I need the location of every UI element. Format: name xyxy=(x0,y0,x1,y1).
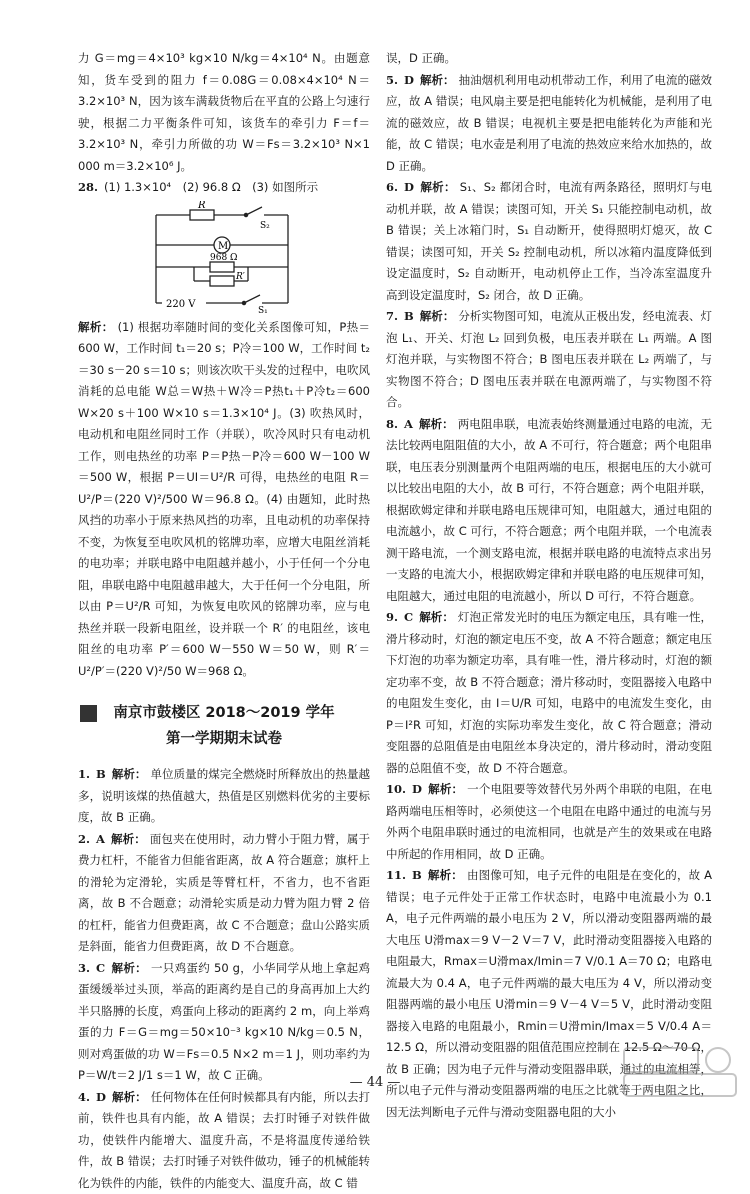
q28-jiexi-label: 解析： xyxy=(78,320,114,334)
question-answer: D xyxy=(404,73,414,87)
question-answer: A xyxy=(404,417,413,431)
question-number: 4. xyxy=(78,1090,90,1104)
q28-number: 28. xyxy=(78,180,98,194)
question-explanation: 由图像可知，电子元件的电阻是在变化的，故 A 错误；电子元件处于正常工作状态时，电路中电流最小为 0.1 A，电子元件两端的最小电压为 2 V，所以滑动变阻器两端的最大电压 U滑max＝9 V－2 V＝7 V，此时滑动变阻器接入电路的电阻最大，Rmax＝U滑max/Imin＝7 V/0.1 A＝70 Ω；电路电流最大为 0.4 A，电子元件两端的最大电压为 4 V，所以滑动变阻器两端的最小电压 U滑min＝9 V－4 V＝5 V，此时滑动变阻器接入电路的电阻最小，Rmin＝U滑min/Imax＝5 V/0.4 A＝12.5 Ω，所以滑动变阻器的阻值范围应控制在 12.5 Ω～70 Ω，故 B 正确；因为电子元件与滑动变阻器串联，通过的电流相等，所以电子元件与滑动变阻器两端的电压之比就等于两电阻之比，因无法判断电子元件与滑动变阻器电阻的大小 xyxy=(386,868,712,1119)
question-answer: D xyxy=(412,782,422,796)
question-item xyxy=(78,829,370,958)
question-explanation: 抽油烟机利用电动机带动工作，利用了电流的磁效应，故 A 错误；电风扇主要是把电能转化为机械能，是利用了电流的磁效应，故 B 错误；电视机主要是把电能转化为声能和光能，故 C 错误；电水壶是利用了电流的热效应来给水加热的，故 D 正确。 xyxy=(386,73,712,173)
question-item xyxy=(386,70,712,178)
question-explanation: S₁、S₂ 都闭合时，电流有两条路径，照明灯与电动机并联，故 A 错误；读图可知，开关 S₁ 只能控制电动机，故 B 错误；关上冰箱门时，S₁ 自动断开，使得照明灯熄灭，故 C 错误；读图可知，开关 S₂ 控制电动机，所以冰箱内温度降低到设定温度时，S₂ 自动断开，电动机停止工作，当冷冻室温度升高到设定温度时，S₂ 闭合，故 D 正确。 xyxy=(386,180,712,302)
question-answer: A xyxy=(96,832,105,846)
question-answer: C xyxy=(404,610,413,624)
jiexi-label: 解析： xyxy=(420,73,455,87)
question-number: 2. xyxy=(78,832,90,846)
question-number: 11. xyxy=(386,868,406,882)
label-s1: S₁ xyxy=(258,306,268,313)
label-s2: S₂ xyxy=(260,221,270,231)
exam-section-title xyxy=(78,700,370,752)
question-item xyxy=(386,414,712,608)
question-number: 8. xyxy=(386,417,398,431)
question-number: 10. xyxy=(386,782,406,796)
question-answer: D xyxy=(404,180,414,194)
question-number: 5. xyxy=(386,73,398,87)
question-explanation: 任何物体在任何时候都具有内能，所以去打前，铁件也具有内能，故 A 错误；去打时锤子对铁件做功，使铁件内能增大、温度升高，不是将温度传递给铁件，故 B 错误；去打时锤子对铁件做功，锤子的机械能转化为铁件的内能，铁件的内能变大、温度升高，故 C 错 xyxy=(78,1090,370,1190)
question-number: 3. xyxy=(78,961,90,975)
label-motor: M xyxy=(218,241,228,252)
question-number: 1. xyxy=(78,767,90,781)
question-answer: B xyxy=(96,767,106,781)
left-column xyxy=(78,48,370,1194)
question-answer: D xyxy=(96,1090,106,1104)
question-item xyxy=(386,177,712,306)
jiexi-label: 解析： xyxy=(112,767,147,781)
question-item xyxy=(386,607,712,779)
q27-continuation: 力 G＝mg＝4×10³ kg×10 N/kg＝4×10⁴ N。由题意知，货车受到的阻力 f＝0.08G＝0.08×4×10⁴ N＝3.2×10³ N，因为该车满载货物后在平直的公路上匀速行驶，根据二力平衡条件可知，该货车的牵引力 F＝f＝3.2×10³ N，牵引力所做的功 W＝Fs＝3.2×10³ N×1 000 m＝3.2×10⁶ J。 xyxy=(78,48,370,177)
question-explanation: 面包夹在使用时，动力臂小于阻力臂，属于费力杠杆，不能省力但能省距离，故 A 符合题意；旗杆上的滑轮为定滑轮，实质是等臂杠杆，不省力，也不省距离，故 B 不合题意；动滑轮实质是动力臂为阻力臂 2 倍的杠杆，能省力但费距离，故 C 不合题意；盘山公路实质是斜面，能省力但费距离，故 D 不合题意。 xyxy=(78,832,370,954)
q4-continuation: 误，D 正确。 xyxy=(386,48,712,70)
q28-answers-line: (1) 1.3×10⁴ (2) 96.8 Ω (3) 如图所示 xyxy=(104,180,318,194)
page-number: — 44 — xyxy=(0,1072,750,1094)
jiexi-label: 解析： xyxy=(111,832,146,846)
question-item xyxy=(386,306,712,414)
jiexi-label: 解析： xyxy=(419,610,454,624)
question-explanation: 一只鸡蛋约 50 g，小华同学从地上拿起鸡蛋缓缓举过头顶，举高的距离约是自己的身高再加上大约半只胳膊的长度，鸡蛋向上移动的距离约 2 m，向上举鸡蛋的力 F＝G＝mg＝50×10⁻³ kg×10 N/kg＝0.5 N，则对鸡蛋做的功 W＝Fs＝0.5 N×2 m＝1 J，则功率约为 P＝W/t＝2 J/1 s＝1 W，故 C 正确。 xyxy=(78,961,370,1083)
jiexi-label: 解析： xyxy=(112,1090,147,1104)
question-explanation: 分析实物图可知，电流从正极出发，经电流表、灯泡 L₁、开关、灯泡 L₂ 回到负极，电压表并联在 L₁ 两端。A 图灯泡并联，与实物图不符合；B 图电压表并联在 L₂ 两端了，与实物图不符合；D 图电压表并联在电源两端了，与实物图不符合。 xyxy=(386,309,712,409)
right-column xyxy=(386,48,712,1123)
question-explanation: 两电阻串联，电流表始终测量通过电路的电流，无法比较两电阻阻值的大小，故 A 不可行，符合题意；两个电阻串联，电压表分别测量两个电阻两端的电压，根据电压的大小就可以比较出电阻的大小，故 B 可行，不符合题意；两个电阻并联，根据欧姆定律和并联电路电压规律可知，电阻越大，通过电阻的电流越小，故 C 可行，不符合题意；两个电阻并联，一个电流表测干路电流，一个测支路电流，根据并联电路的电流特点求出另一支路的电流大小，根据欧姆定律和并联电路的电压规律可知，电阻越大，通过电阻的电流越小，所以 D 可行，不符合题意。 xyxy=(386,417,712,603)
question-number: 6. xyxy=(386,180,398,194)
section-title-line-1: 南京市鼓楼区 2018～2019 学年 xyxy=(78,700,370,726)
jiexi-label: 解析： xyxy=(428,782,463,796)
q28-explanation xyxy=(78,317,370,683)
question-number: 7. xyxy=(386,309,398,323)
jiexi-label: 解析： xyxy=(428,868,463,882)
question-answer: C xyxy=(96,961,105,975)
question-item xyxy=(78,764,370,829)
question-explanation: 灯泡正常发光时的电压为额定电压，具有唯一性，滑片移动时，灯泡的额定电压不变，故 A 不符合题意；额定电压下灯泡的功率为额定功率，具有唯一性，滑片移动时，灯泡的额定功率不变，故 B 不符合题意；滑片移动时，变阻器接入电路中的电阻发生变化，由 I＝U/R 可知，电路中的电流发生变化，由 P＝I²R 可知，灯泡的实际功率发生变化，故 C 符合题意；滑动变阻器的总阻值是由电阻丝本身决定的，滑片移动时，滑动变阻器的总阻值不变，故 D 不符合题意。 xyxy=(386,610,712,775)
q28-jiexi-text: (1) 根据功率随时间的变化关系图像可知，P热＝600 W，工作时间 t₁＝20 s；P冷＝100 W，工作时间 t₂＝30 s－20 s＝10 s；则该次吹干头发的过程中，电吹风消耗的总电能 W总＝W热＋W冷＝P热t₁＋P冷t₂＝600 W×20 s＋100 W×10 s＝1.3×10⁴ J。(3) 吹热风时，电动机和电阻丝同时工作（并联），吹冷风时只有电动机工作，则电热丝的功率 P＝P热－P冷＝600 W－100 W＝500 W，根据 P＝UI＝U²/R 可得，电热丝的电阻 R＝U²/P＝(220 V)²/500 W＝96.8 Ω。(4) 由题知，此时热风挡的功率小于原来热风挡的功率，且电动机的功率保持不变，为恢复至电吹风机的铭牌功率，应增大电阻丝消耗的电功率；并联电路中电阻越并越小，小于任何一个分电阻，串联电路中电阻越串越大，大于任何一个分电阻，所以由 P＝U²/R 可知，为恢复电吹风的铭牌功率，应与电热丝并联一段新电阻丝，设并联一个 R′ 的电阻丝，该电阻丝的电功率 P′＝600 W－550 W＝50 W，则 R′＝U²/P′＝(220 V)²/50 W＝968 Ω。 xyxy=(78,320,370,678)
jiexi-label: 解析： xyxy=(419,417,454,431)
question-item xyxy=(386,779,712,865)
jiexi-label: 解析： xyxy=(420,309,455,323)
question-explanation: 单位质量的煤完全燃烧时所释放出的热量越多，说明该煤的热值越大，热值是区别燃料优劣的主要标度，故 B 正确。 xyxy=(78,767,370,824)
left-questions xyxy=(78,764,370,1194)
question-number: 9. xyxy=(386,610,398,624)
jiexi-label: 解析： xyxy=(111,961,147,975)
question-answer: B xyxy=(412,868,422,882)
q28-answer xyxy=(78,177,370,199)
jiexi-label: 解析： xyxy=(420,180,456,194)
section-marker xyxy=(80,705,97,722)
question-answer: B xyxy=(404,309,414,323)
circuit-diagram xyxy=(148,201,298,313)
section-title-line-2: 第一学期期末试卷 xyxy=(78,726,370,752)
label-220v: 220 V xyxy=(166,299,196,310)
question-item xyxy=(78,958,370,1087)
question-item xyxy=(78,1087,370,1194)
question-explanation: 一个电阻要等效替代另外两个串联的电阻，在电路两端电压相等时，必须使这一个电阻在电路中通过的电流与另外两个电阻串联时通过的电流相同，也就是产生的效果或在电路中所起的作用相同，故 D 正确。 xyxy=(386,782,712,861)
label-r-prime: R′ xyxy=(235,272,245,282)
watermark-logo xyxy=(622,1044,740,1100)
label-r: R xyxy=(197,201,206,211)
label-968: 968 Ω xyxy=(210,253,238,263)
